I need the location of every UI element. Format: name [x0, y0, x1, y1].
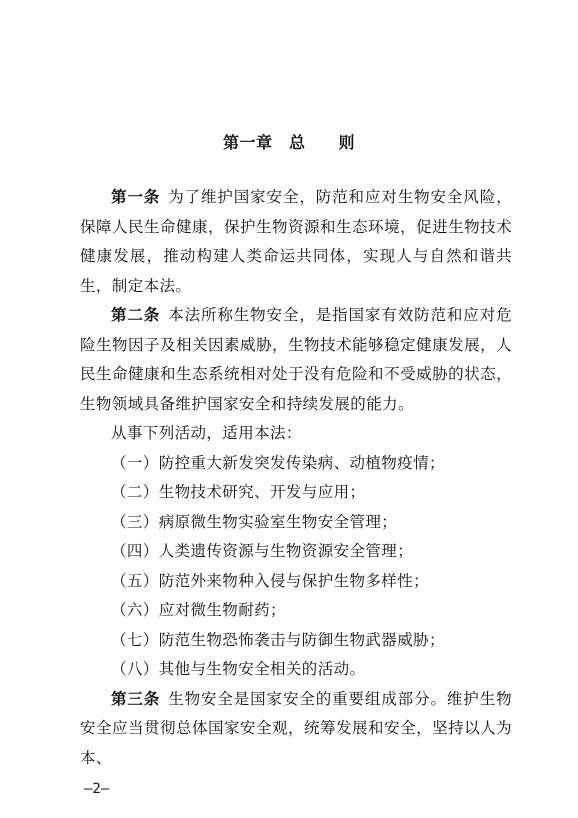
activity-item-6: （六）应对微生物耐药；	[111, 601, 286, 619]
article-3	[80, 685, 512, 774]
article-3-label: 第三条	[111, 689, 161, 708]
article-3-text: 生物安全是国家安全的重要组成部分。维护生物安全应当贯彻总体国家安全观，统筹发展和安全，坚持以人为本、	[80, 689, 512, 767]
article-1-text: 为了维护国家安全，防范和应对生物安全风险，保障人民生命健康，保护生物资源和生态环境，促进生物技术健康发展，推动构建人类命运共同体，实现人与自然和谐共生，制定本法。	[80, 188, 512, 295]
page-number: —2—	[84, 781, 110, 797]
document-body	[80, 183, 512, 773]
activity-item-7: （七）防范生物恐怖袭击与防御生物武器威胁；	[111, 630, 445, 649]
activities-intro: 从事下列活动，适用本法：	[111, 424, 302, 442]
activity-item-1: （一）防控重大新发突发传染病、动植物疫情；	[111, 453, 445, 472]
article-2-text: 本法所称生物安全，是指国家有效防范和应对危险生物因子及相关因素威胁，生物技术能够稳定健康发展，人民生命健康和生态系统相对处于没有危险和不受威胁的状态，生物领域具备维护国家安全和持续发展的能力。	[80, 306, 512, 413]
activity-item-8: （八）其他与生物安全相关的活动。	[111, 660, 366, 678]
activity-item-2: （二）生物技术研究、开发与应用；	[111, 483, 366, 501]
article-1-label: 第一条	[111, 188, 161, 206]
article-1	[80, 183, 512, 301]
activity-item-5: （五）防范外来物种入侵与保护生物多样性；	[111, 571, 430, 590]
activity-item-3: （三）病原微生物实验室生物安全管理；	[111, 512, 398, 531]
article-2-label: 第二条	[111, 306, 161, 324]
article-2	[80, 301, 512, 419]
activity-item-4: （四）人类遗传资源与生物资源安全管理；	[111, 542, 414, 560]
chapter-title: 第一章 总 则	[222, 133, 355, 152]
